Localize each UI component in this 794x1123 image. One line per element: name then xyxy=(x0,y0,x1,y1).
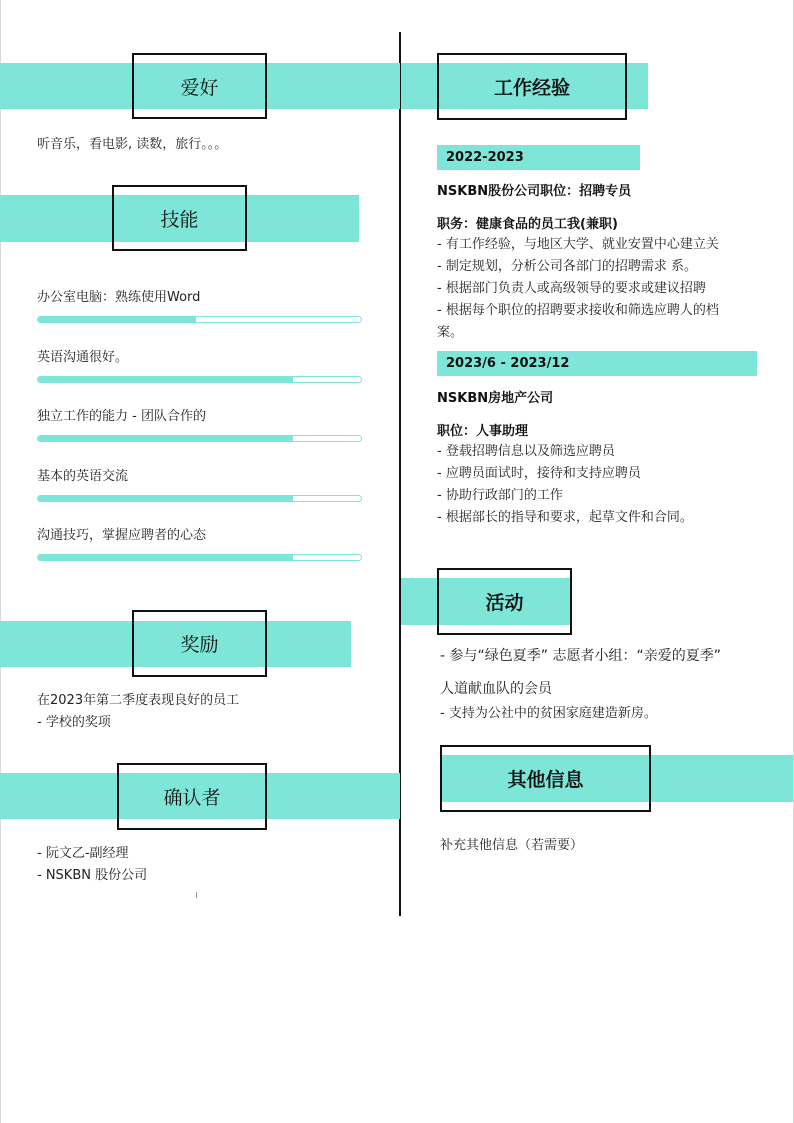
job-bullet: - 协助行政部门的工作 xyxy=(437,488,563,503)
job-bullet: - 根据部长的指导和要求，起草文件和合同。 xyxy=(437,510,693,525)
activities-line: - 参与“绿色夏季” 志愿者小组：“亲爱的夏季” xyxy=(440,648,721,664)
skill-bar-fill xyxy=(38,436,293,441)
stray-mark xyxy=(196,892,197,898)
skill-bar xyxy=(37,495,362,502)
experience-heading: 工作经验 xyxy=(437,53,627,120)
skills-heading: 技能 xyxy=(112,185,247,251)
job-period: 2023/6 - 2023/12 xyxy=(437,351,757,376)
awards-line: 在2023年第二季度表现良好的员工 xyxy=(37,693,240,708)
hobbies-text: 听音乐，看电影, 读数，旅行。。。 xyxy=(37,137,228,152)
activities-heading: 活动 xyxy=(437,568,572,635)
skill-bar xyxy=(37,316,362,323)
other-heading: 其他信息 xyxy=(440,745,651,812)
other-text: 补充其他信息（若需要） xyxy=(440,838,584,853)
skill-bar xyxy=(37,376,362,383)
referees-heading: 确认者 xyxy=(117,763,267,830)
job-role: 职务：健康食品的员工我(兼职) xyxy=(437,217,618,232)
job-company: NSKBN股份公司职位：招聘专员 xyxy=(437,184,632,199)
job-bullet: - 制定规划，分析公司各部门的招聘需求 系。 xyxy=(437,259,697,274)
job-bullet: 案。 xyxy=(437,325,464,340)
job-bullet: - 根据每个职位的招聘要求接收和筛选应聘人的档 xyxy=(437,303,719,318)
skill-bar-fill xyxy=(38,496,293,501)
awards-heading: 奖励 xyxy=(132,610,267,677)
activities-line: - 支持为公社中的贫困家庭建造新房。 xyxy=(440,706,657,721)
job-bullet: - 应聘员面试时，接待和支持应聘员 xyxy=(437,466,641,481)
job-period: 2022-2023 xyxy=(437,145,640,170)
activities-line: 人道献血队的会员 xyxy=(440,681,552,697)
job-role: 职位：人事助理 xyxy=(437,424,529,439)
job-company: NSKBN房地产公司 xyxy=(437,391,554,406)
skill-bar-fill xyxy=(38,317,196,322)
awards-line: - 学校的奖项 xyxy=(37,715,111,730)
skill-label: 英语沟通很好。 xyxy=(37,350,129,365)
hobbies-heading: 爱好 xyxy=(132,53,267,119)
referees-line: - 阮文乙-副经理 xyxy=(37,846,129,861)
referees-line: - NSKBN 股份公司 xyxy=(37,868,148,883)
skill-bar xyxy=(37,435,362,442)
skill-label: 办公室电脑：熟练使用Word xyxy=(37,290,201,305)
skill-label: 独立工作的能力 - 团队合作的 xyxy=(37,409,206,424)
skill-label: 基本的英语交流 xyxy=(37,469,129,484)
job-bullet: - 有工作经验，与地区大学、就业安置中心建立关 xyxy=(437,237,719,252)
skill-label: 沟通技巧，掌握应聘者的心态 xyxy=(37,528,207,543)
job-bullet: - 登载招聘信息以及筛选应聘员 xyxy=(437,444,615,459)
page-border-left xyxy=(0,0,1,1123)
job-bullet: - 根据部门负责人或高级领导的要求或建议招聘 xyxy=(437,281,706,296)
skill-bar-fill xyxy=(38,555,293,560)
skill-bar-fill xyxy=(38,377,293,382)
skill-bar xyxy=(37,554,362,561)
